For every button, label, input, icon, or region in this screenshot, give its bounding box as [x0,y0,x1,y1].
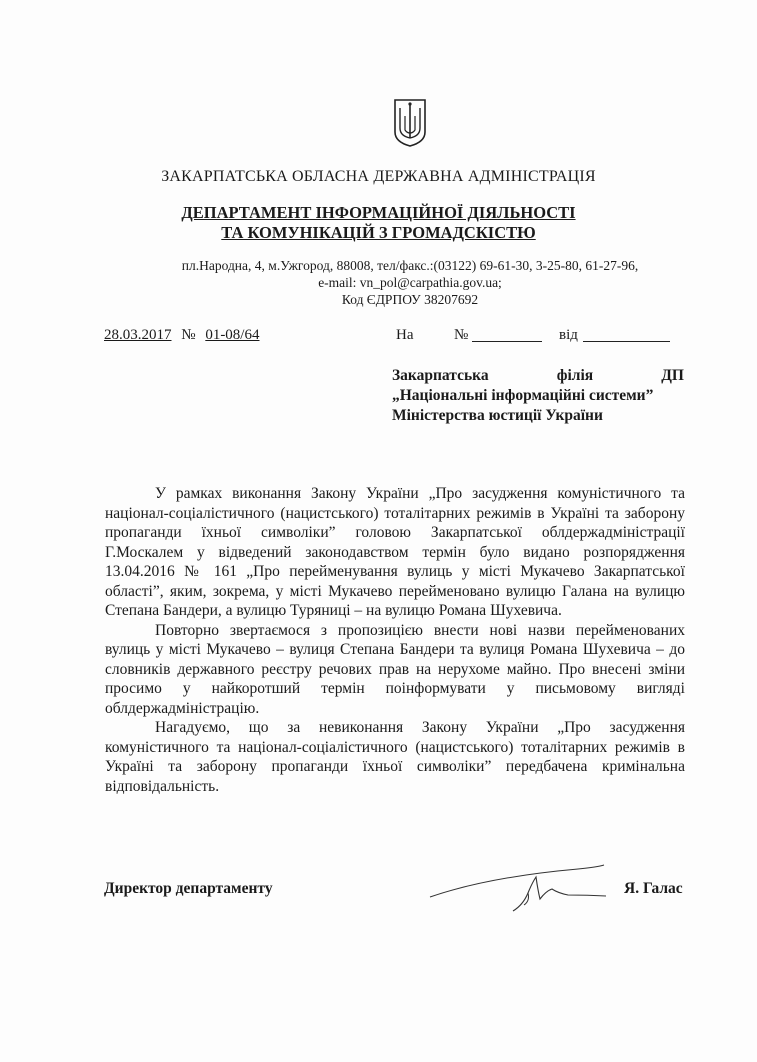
incoming-date-blank [583,341,670,342]
recipient-line-1 [392,366,684,386]
recipient-line-3: Міністерства юстиції України [392,407,603,424]
trident-emblem-icon [393,98,427,148]
recipient-line-2: „Національні інформаційні системи” [392,387,654,404]
recipient-block [392,366,684,426]
letter-date: 28.03.2017 [104,327,172,343]
incoming-number-label: № [454,327,469,343]
signatory-title: Директор департаменту [104,880,273,897]
recipient-word-1: Закарпатська [392,367,489,384]
na-label: На [396,327,414,343]
department-name [0,203,757,243]
recipient-word-2: філія [556,367,594,384]
department-line-1: ДЕПАРТАМЕНТ ІНФОРМАЦІЙНОЇ ДІЯЛЬНОСТІ [181,203,576,222]
contact-block [130,257,690,308]
recipient-word-3: ДП [661,367,684,384]
letter-body [105,484,685,796]
department-line-2: ТА КОМУНІКАЦІЙ З ГРОМАДСКІСТЮ [221,223,536,242]
organization-name: ЗАКАРПАТСЬКА ОБЛАСНА ДЕРЖАВНА АДМІНІСТРАЦІЯ [161,168,596,185]
letter-number: 01-08/64 [205,327,260,343]
reference-line [104,327,684,344]
email-line: e-mail: vn_pol@carpathia.gov.ua; [318,275,502,290]
handwritten-signature [428,855,608,915]
address-line: пл.Народна, 4, м.Ужгород, 88008, тел/факс.:(03122) 69-61-30, 3-25-80, 61-27-96, [181,258,639,273]
body-paragraph-1: У рамках виконання Закону України „Про засудження комуністичного та націонал-соціалістичного (нацистського) тоталітарних режимів в Україні та заборону пропаганди їхньої символіки” головою Закарпатської облдержадміністрації Г.Москалем у відведений законодавством термін було видано розпорядження 13.04.2016 № 161 „Про перейменування вулиць у місті Мукачево Закарпатської області”, яким, зокрема, у місті Мукачево перейменовано вулицю Галана на вулицю Степана Бандери, а вулицю Туряниці – на вулицю Романа Шухевича. [105,485,685,619]
incoming-number-blank [472,341,542,342]
body-paragraph-2: Повторно звертаємося з пропозицією внести нові назви перейменованих вулиць у місті Мукачево – вулиця Степана Бандери та вулиця Романа Шухевича – до словників державного реєстру речових прав на нерухоме майно. Про внесені зміни просимо у найкоротший термін поінформувати у письмовому вигляді облдержадміністрацію. [105,621,685,717]
number-label: № [181,327,196,343]
signatory-name: Я. Галас [624,880,683,897]
vid-label: від [559,327,578,343]
code-line: Код ЄДРПОУ 38207692 [341,292,479,307]
body-paragraph-3: Нагадуємо, що за невиконання Закону України „Про засудження комуністичного та націонал-соціалістичного (нацистського) тоталітарних режимів в Україні та заборону пропаганди їхньої символіки” передбачена кримінальна відповідальність. [105,719,685,795]
